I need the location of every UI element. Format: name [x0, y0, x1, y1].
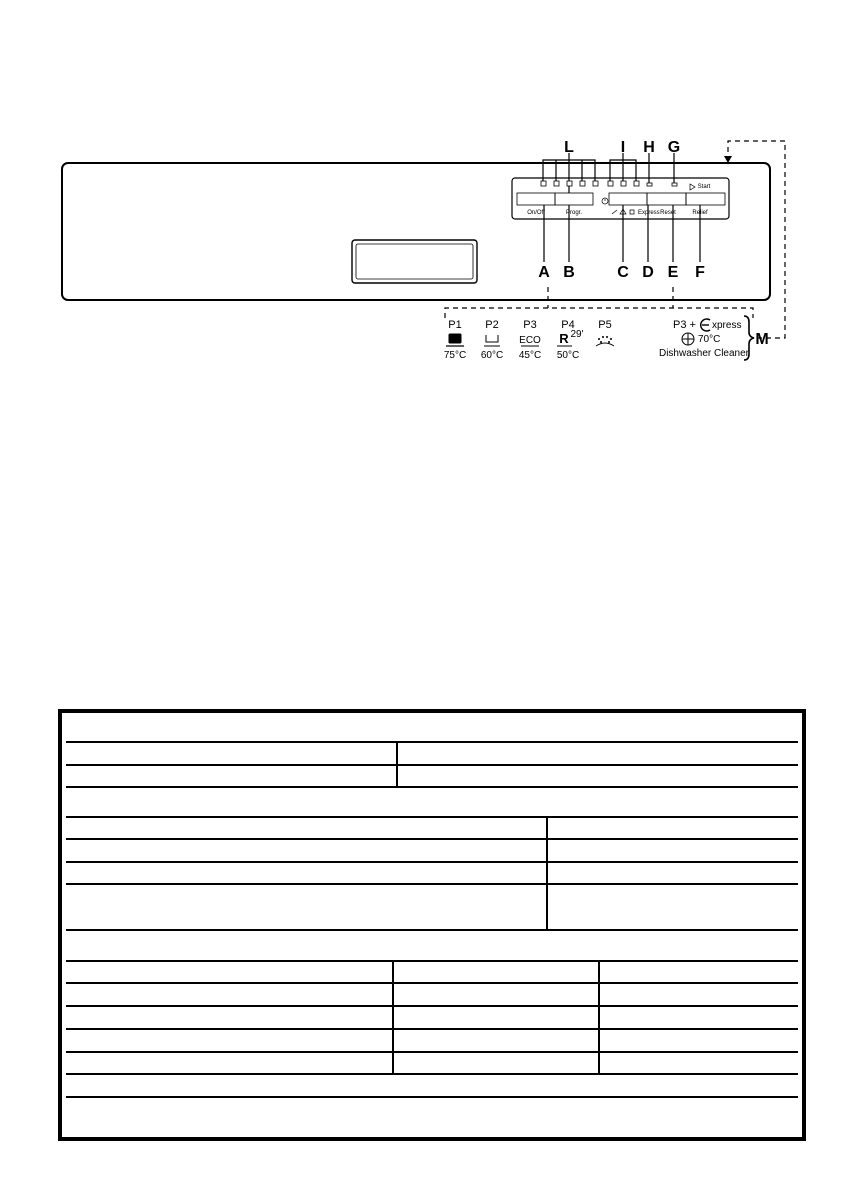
table-rule [66, 1051, 798, 1053]
arrow-down-icon [724, 156, 732, 163]
table-divider [546, 818, 548, 929]
table-rule [66, 786, 798, 788]
express-mini-icon: Express [638, 210, 660, 216]
onoff-label: On/Off [527, 210, 545, 216]
progr-button[interactable] [555, 193, 593, 205]
led-i2 [621, 181, 626, 186]
table-rule [66, 816, 798, 818]
table-rule [66, 1096, 798, 1098]
special-program-name: Dishwasher Cleaner [658, 348, 750, 359]
callout-A: A [538, 264, 550, 281]
table-rule [66, 960, 798, 962]
callout-B: B [563, 264, 575, 281]
table-divider [598, 962, 600, 1073]
program-code-p1: P1 [448, 319, 462, 331]
callout-D: D [642, 264, 654, 281]
table-rule [66, 741, 798, 743]
table-divider [396, 743, 398, 786]
onoff-button[interactable] [517, 193, 555, 205]
program-code-p2: P2 [485, 319, 499, 331]
program-dashed-bracket [445, 141, 785, 338]
table-rule [66, 1005, 798, 1007]
program-code-p4: P4 [561, 319, 575, 331]
callout-H: H [643, 139, 655, 156]
table-divider [392, 962, 394, 1073]
callout-L: L [564, 139, 574, 156]
rinse-aid-icon [612, 210, 617, 214]
control-panel-diagram [0, 0, 850, 400]
led-p2 [554, 181, 559, 186]
program-temp-p2: 60°C [480, 350, 504, 361]
led-i1 [608, 181, 613, 186]
led-i3 [634, 181, 639, 186]
callout-E: E [667, 264, 679, 281]
cleaner-icon [682, 333, 694, 345]
table-rule [66, 1028, 798, 1030]
program-temp-p4: 50°C [556, 350, 580, 361]
delay-button[interactable] [609, 193, 647, 205]
progr-label: Progr. [565, 210, 583, 216]
data-table [58, 709, 806, 1141]
special-program-express: xpress [712, 320, 742, 331]
special-program-temp: 70°C [698, 334, 721, 345]
svg-text:ECO: ECO [519, 335, 541, 346]
table-rule [66, 982, 798, 984]
led-p4 [580, 181, 585, 186]
table-rule [66, 861, 798, 863]
pot-icon [446, 334, 464, 346]
rapid-icon [557, 329, 584, 346]
reset-label: Reset [660, 210, 676, 216]
table-rule [66, 883, 798, 885]
table-rule [66, 838, 798, 840]
callout-lines [543, 153, 700, 262]
table-rule [66, 1073, 798, 1075]
callout-M: M [755, 331, 769, 348]
eco-icon [519, 335, 541, 346]
start-label: Start [697, 184, 711, 190]
bowl-icon [484, 335, 500, 346]
led-g [672, 183, 677, 186]
rinse-icon [596, 336, 614, 346]
callout-I: I [620, 139, 626, 156]
special-program-code: P3 + [673, 319, 696, 331]
led-p1 [541, 181, 546, 186]
option-leds [608, 181, 677, 186]
display-window [352, 240, 477, 283]
appliance-panel-outline [62, 163, 770, 300]
table-rule [66, 929, 798, 931]
svg-text:29': 29' [570, 329, 584, 340]
start-button[interactable] [686, 193, 725, 205]
svg-text:R: R [559, 331, 569, 346]
option-icons [602, 198, 660, 216]
led-h [647, 183, 652, 186]
play-icon [690, 184, 695, 190]
relief-label: Relief [692, 210, 708, 216]
table-rule [66, 764, 798, 766]
led-p3 [567, 181, 572, 186]
callout-C: C [617, 264, 629, 281]
option-button[interactable] [647, 193, 686, 205]
program-legend [444, 316, 754, 361]
program-code-p3: P3 [523, 319, 537, 331]
callout-G: G [667, 139, 681, 156]
program-temp-p3: 45°C [518, 350, 542, 361]
express-icon [701, 319, 710, 331]
led-p5 [593, 181, 598, 186]
program-code-p5: P5 [598, 319, 612, 331]
half-load-icon [630, 210, 634, 214]
callout-F: F [695, 264, 705, 281]
program-temp-p1: 75°C [443, 350, 467, 361]
program-leds [541, 181, 598, 186]
